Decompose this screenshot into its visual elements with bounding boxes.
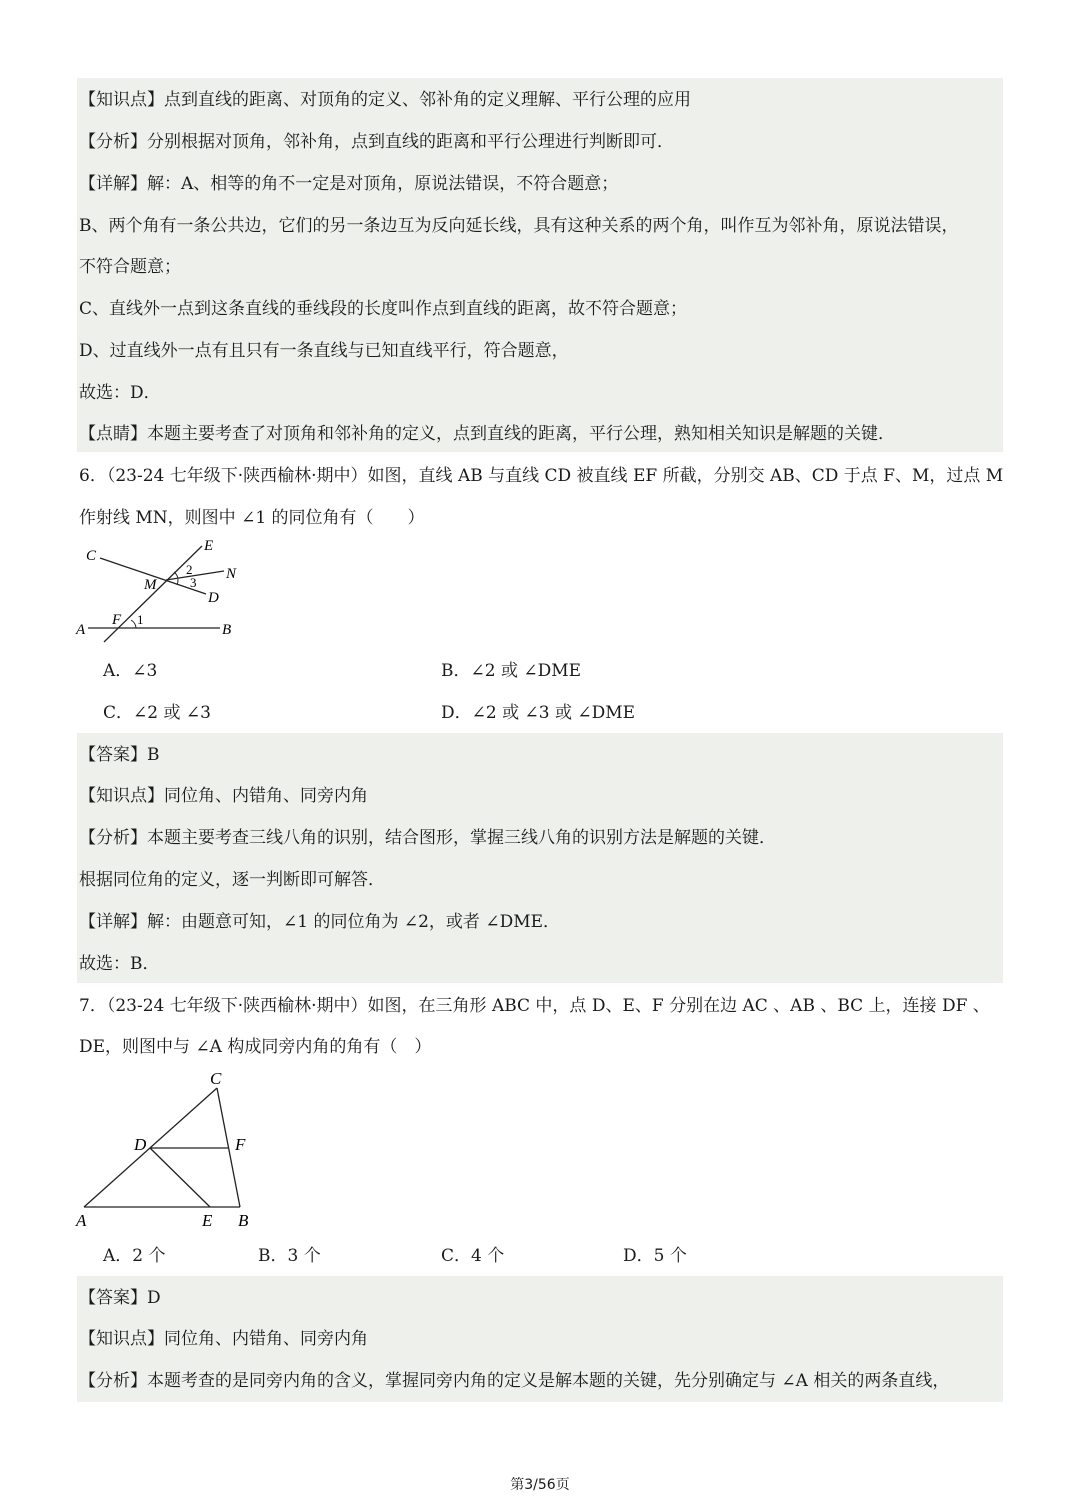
q5-choice: 故选：D． xyxy=(79,383,161,403)
q7-analysis: 【分析】本题考查的是同旁内角的含义，掌握同旁内角的定义是解本题的关键，先分别确定与 ∠A 相关的两条直线， xyxy=(79,1371,950,1391)
q6-angle-3-arc xyxy=(177,579,178,585)
q7-knowledge: 【知识点】同位角、内错角、同旁内角 xyxy=(79,1329,368,1349)
q7-label-a: A xyxy=(76,1211,87,1230)
q7-label-f: F xyxy=(235,1135,246,1154)
q6-choice: 故选：B． xyxy=(79,954,160,974)
q6-figure xyxy=(74,534,254,644)
q5-line-b1: B、两个角有一条公共边，它们的另一条边互为反向延长线，具有这种关系的两个角，叫作互为邻补角，原说法错误， xyxy=(79,216,959,236)
q6-option-a[interactable]: A．∠3 xyxy=(103,661,158,681)
q7-stem-line2: DE，则图中与 ∠A 构成同旁内角的角有（ ） xyxy=(79,1037,432,1057)
q6-stem-line2: 作射线 MN，则图中 ∠1 的同位角有（ ） xyxy=(79,508,425,528)
q6-label-d: D xyxy=(208,590,219,606)
q7-figure xyxy=(72,1066,272,1232)
q7-label-b: B xyxy=(238,1211,249,1230)
q6-label-f: F xyxy=(112,612,122,628)
q6-option-d[interactable]: D．∠2 或 ∠3 或 ∠DME xyxy=(441,703,636,723)
q7-label-c: C xyxy=(210,1069,222,1088)
q5-line-c: C、直线外一点到这条直线的垂线段的长度叫作点到直线的距离，故不符合题意； xyxy=(79,299,688,319)
q6-analysis2: 根据同位角的定义，逐一判断即可解答． xyxy=(79,870,385,890)
q5-analysis: 【分析】分别根据对顶角，邻补角，点到直线的距离和平行公理进行判断即可． xyxy=(79,132,674,152)
q6-label-a: A xyxy=(76,622,86,638)
q7-option-a[interactable]: A．2 个 xyxy=(103,1246,166,1266)
q6-label-e: E xyxy=(204,538,214,554)
q6-label-n: N xyxy=(226,566,237,582)
q5-comment: 【点睛】本题主要考查了对顶角和邻补角的定义，点到直线的距离，平行公理，熟知相关知识是解题的关键． xyxy=(79,424,895,444)
q7-option-d[interactable]: D．5 个 xyxy=(623,1246,687,1266)
q7-label-e: E xyxy=(202,1211,213,1230)
q6-answer: 【答案】B xyxy=(79,745,160,765)
q6-label-angle-1: 1 xyxy=(137,612,144,627)
q6-angle-2-arc xyxy=(174,572,178,578)
q6-label-b: B xyxy=(222,622,232,638)
q6-detail: 【详解】解：由题意可知，∠1 的同位角为 ∠2，或者 ∠DME． xyxy=(79,912,561,932)
q5-detail: 【详解】解：A、相等的角不一定是对顶角，原说法错误，不符合题意； xyxy=(79,174,619,194)
q5-line-b2: 不符合题意； xyxy=(79,257,181,277)
q6-label-angle-3: 3 xyxy=(190,575,197,590)
q6-analysis: 【分析】本题主要考查三线八角的识别，结合图形，掌握三线八角的识别方法是解题的关键． xyxy=(79,828,776,848)
q7-stem-line1: 7．（23-24 七年级下·陕西榆林·期中）如图，在三角形 ABC 中，点 D、E、F 分别在边 AC 、AB 、BC 上，连接 DF 、 xyxy=(79,996,990,1016)
q6-knowledge: 【知识点】同位角、内错角、同旁内角 xyxy=(79,786,368,806)
q5-knowledge: 【知识点】点到直线的距离、对顶角的定义、邻补角的定义理解、平行公理的应用 xyxy=(79,90,691,110)
q6-option-c[interactable]: C．∠2 或 ∠3 xyxy=(103,703,211,723)
q6-label-m: M xyxy=(144,577,157,593)
q6-option-b[interactable]: B．∠2 或 ∠DME xyxy=(441,661,582,681)
q7-segment-de xyxy=(150,1148,210,1207)
q6-angle-1-arc xyxy=(131,620,136,628)
q7-label-d: D xyxy=(134,1135,147,1154)
q5-line-d: D、过直线外一点有且只有一条直线与已知直线平行，符合题意， xyxy=(79,341,569,361)
solution-block-q6 xyxy=(77,733,1003,983)
q6-label-angle-2: 2 xyxy=(186,562,193,577)
q7-option-b[interactable]: B．3 个 xyxy=(258,1246,321,1266)
q6-label-c: C xyxy=(86,548,97,564)
page-number: 第3/56页 xyxy=(510,1477,570,1493)
q7-answer: 【答案】D xyxy=(79,1288,161,1308)
q6-stem-line1: 6．（23-24 七年级下·陕西榆林·期中）如图，直线 AB 与直线 CD 被直线 EF 所截，分别交 AB、CD 于点 F、M，过点 M xyxy=(79,466,1004,486)
q7-option-c[interactable]: C．4 个 xyxy=(441,1246,505,1266)
